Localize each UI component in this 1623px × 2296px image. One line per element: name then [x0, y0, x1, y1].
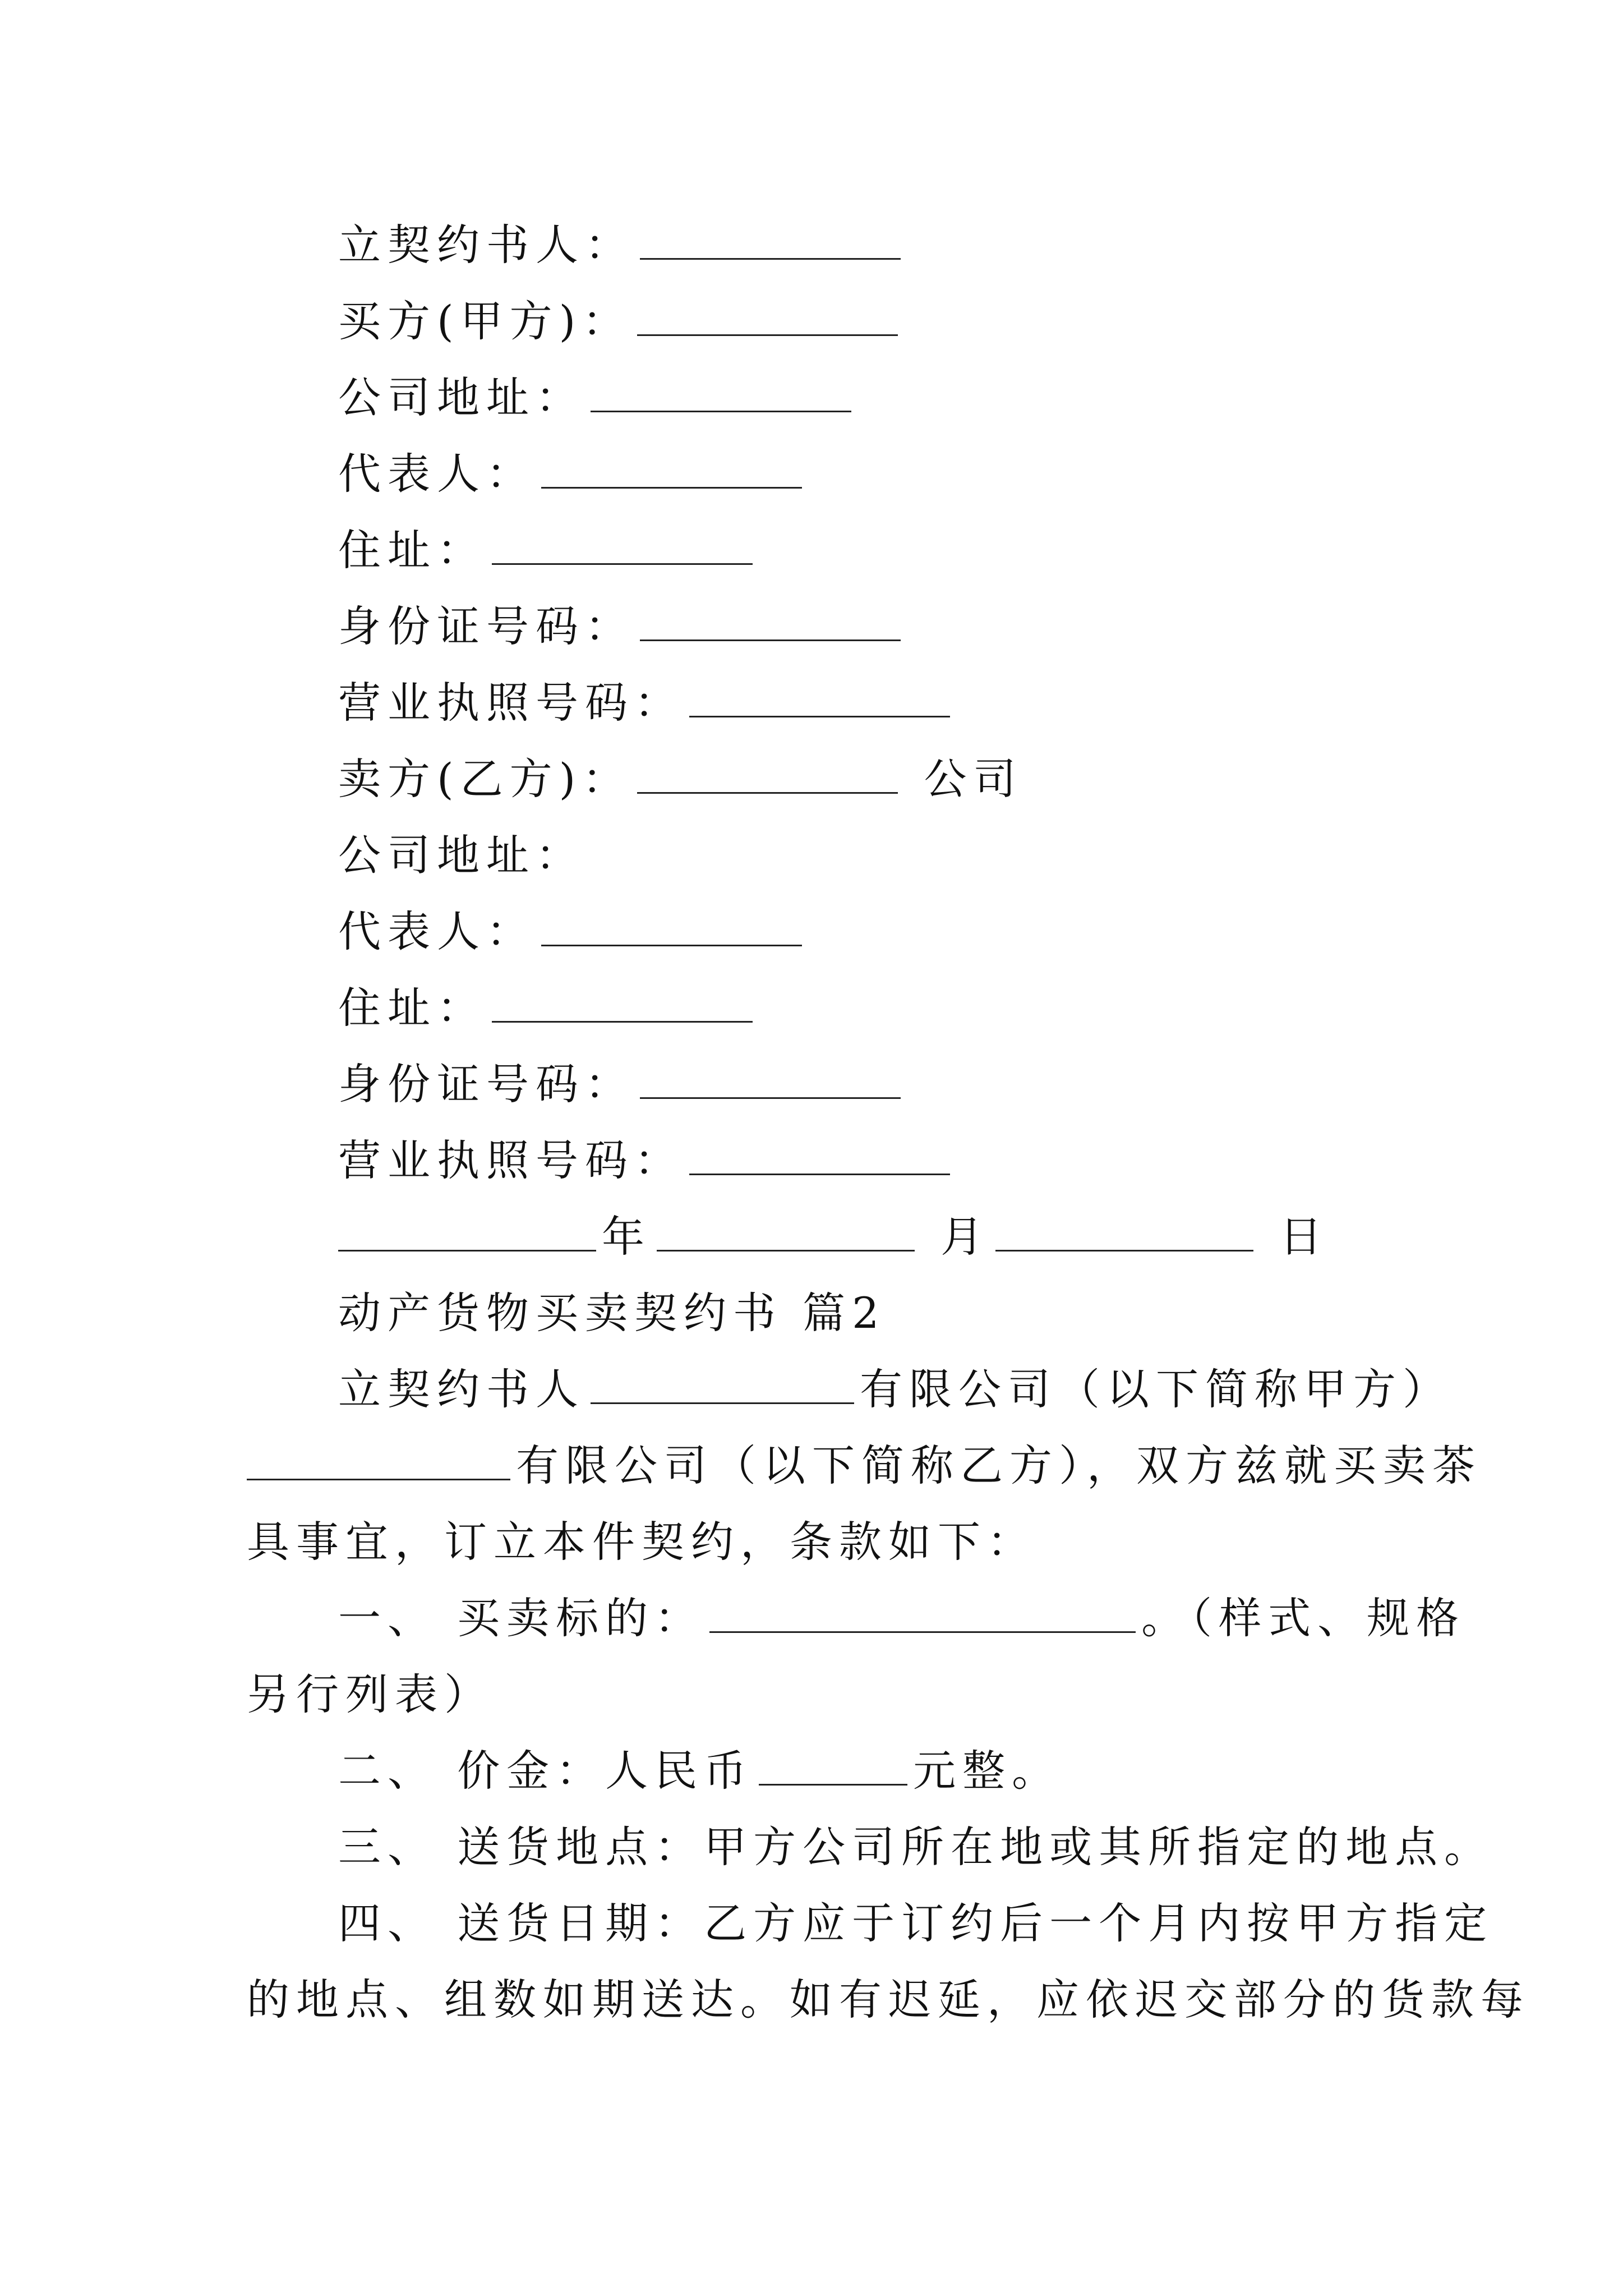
buyer-blank[interactable] — [637, 302, 898, 336]
seller-address-line — [338, 830, 585, 881]
clause1-line2-text: 另行列表） — [247, 1669, 494, 1719]
day-blank[interactable] — [995, 1217, 1253, 1251]
clause4-line1-text: 四、 送货日期：乙方应于订约后一个月内按甲方指定 — [338, 1898, 1494, 1948]
buyer-residence-blank[interactable] — [492, 531, 753, 565]
signer-line — [338, 220, 906, 270]
seller-representative-line — [338, 907, 808, 957]
intro-line2-text: 有限公司（以下简称乙方），双方兹就买卖茶 — [516, 1441, 1482, 1490]
intro-line-1 — [338, 1364, 1452, 1415]
month-label: 月 — [940, 1212, 990, 1262]
seller-address-label: 公司地址： — [338, 830, 585, 880]
buyer-address-blank[interactable] — [591, 378, 851, 412]
subject-matter-blank[interactable] — [709, 1599, 1136, 1633]
clause4-line2-text: 的地点、组数如期送达。如有迟延，应依迟交部分的货款每 — [247, 1975, 1530, 2024]
seller-license-line — [338, 1135, 956, 1186]
day-label: 日 — [1279, 1212, 1329, 1262]
intro-line-2 — [247, 1441, 1482, 1491]
year-label: 年 — [602, 1212, 651, 1262]
clause-4-line-2 — [247, 1975, 1530, 2025]
clause3-text: 三、 送货地点：甲方公司所在地或其所指定的地点。 — [338, 1822, 1494, 1872]
buyer-id-line — [338, 601, 906, 652]
signer-label: 立契约书人： — [338, 220, 634, 270]
buyer-representative-blank[interactable] — [541, 454, 802, 489]
buyer-residence-line — [338, 525, 758, 576]
seller-license-label: 营业执照号码： — [338, 1135, 684, 1185]
clause-4-line-1 — [338, 1898, 1493, 1949]
buyer-license-line — [338, 678, 956, 728]
seller-blank[interactable] — [637, 760, 898, 794]
seller-residence-label: 住址： — [338, 983, 486, 1033]
seller-id-line — [338, 1059, 906, 1110]
clause-3-line — [338, 1822, 1493, 1872]
clause2-suffix: 元整。 — [913, 1746, 1062, 1796]
clause1-suffix: 。（样式、规格 — [1141, 1593, 1466, 1643]
seller-suffix: 公司 — [924, 754, 1023, 804]
buyer-line — [338, 296, 903, 347]
clause-2-line — [338, 1746, 1061, 1796]
party-b-company-blank[interactable] — [247, 1446, 510, 1480]
buyer-license-blank[interactable] — [689, 683, 950, 717]
seller-representative-blank[interactable] — [541, 912, 802, 946]
section-heading-text: 动产货物买卖契约书 篇2 — [338, 1288, 886, 1338]
seller-residence-line — [338, 983, 758, 1033]
seller-label: 卖方(乙方)： — [338, 754, 632, 804]
buyer-license-label: 营业执照号码： — [338, 678, 684, 728]
buyer-address-line — [338, 372, 857, 423]
seller-id-blank[interactable] — [640, 1065, 901, 1099]
year-blank[interactable] — [338, 1217, 596, 1251]
buyer-id-label: 身份证号码： — [338, 601, 634, 651]
buyer-representative-line — [338, 449, 808, 499]
buyer-residence-label: 住址： — [338, 525, 486, 575]
section-heading — [338, 1288, 886, 1338]
intro-mid: 有限公司（以下简称甲方） — [860, 1364, 1452, 1414]
buyer-address-label: 公司地址： — [338, 372, 585, 422]
seller-id-label: 身份证号码： — [338, 1059, 634, 1109]
clause1-prefix: 一、 买卖标的： — [338, 1593, 704, 1643]
buyer-representative-label: 代表人： — [338, 449, 536, 499]
clause-1-line-2 — [247, 1669, 494, 1720]
buyer-id-blank[interactable] — [640, 607, 901, 641]
signer-blank[interactable] — [640, 226, 901, 260]
seller-residence-blank[interactable] — [492, 988, 753, 1023]
intro-line3-text: 具事宜，订立本件契约，条款如下： — [247, 1517, 1036, 1567]
price-blank[interactable] — [759, 1751, 907, 1786]
seller-line — [338, 754, 1022, 804]
clause-1-line-1 — [338, 1593, 1465, 1644]
intro-prefix: 立契约书人 — [338, 1364, 585, 1414]
seller-representative-label: 代表人： — [338, 907, 536, 956]
month-blank[interactable] — [657, 1217, 915, 1251]
seller-license-blank[interactable] — [689, 1141, 950, 1175]
intro-line-3 — [247, 1517, 1036, 1567]
date-line — [338, 1212, 1329, 1262]
clause2-prefix: 二、 价金：人民币 — [338, 1746, 754, 1796]
buyer-label: 买方(甲方)： — [338, 296, 632, 346]
party-a-company-blank[interactable] — [591, 1370, 854, 1404]
